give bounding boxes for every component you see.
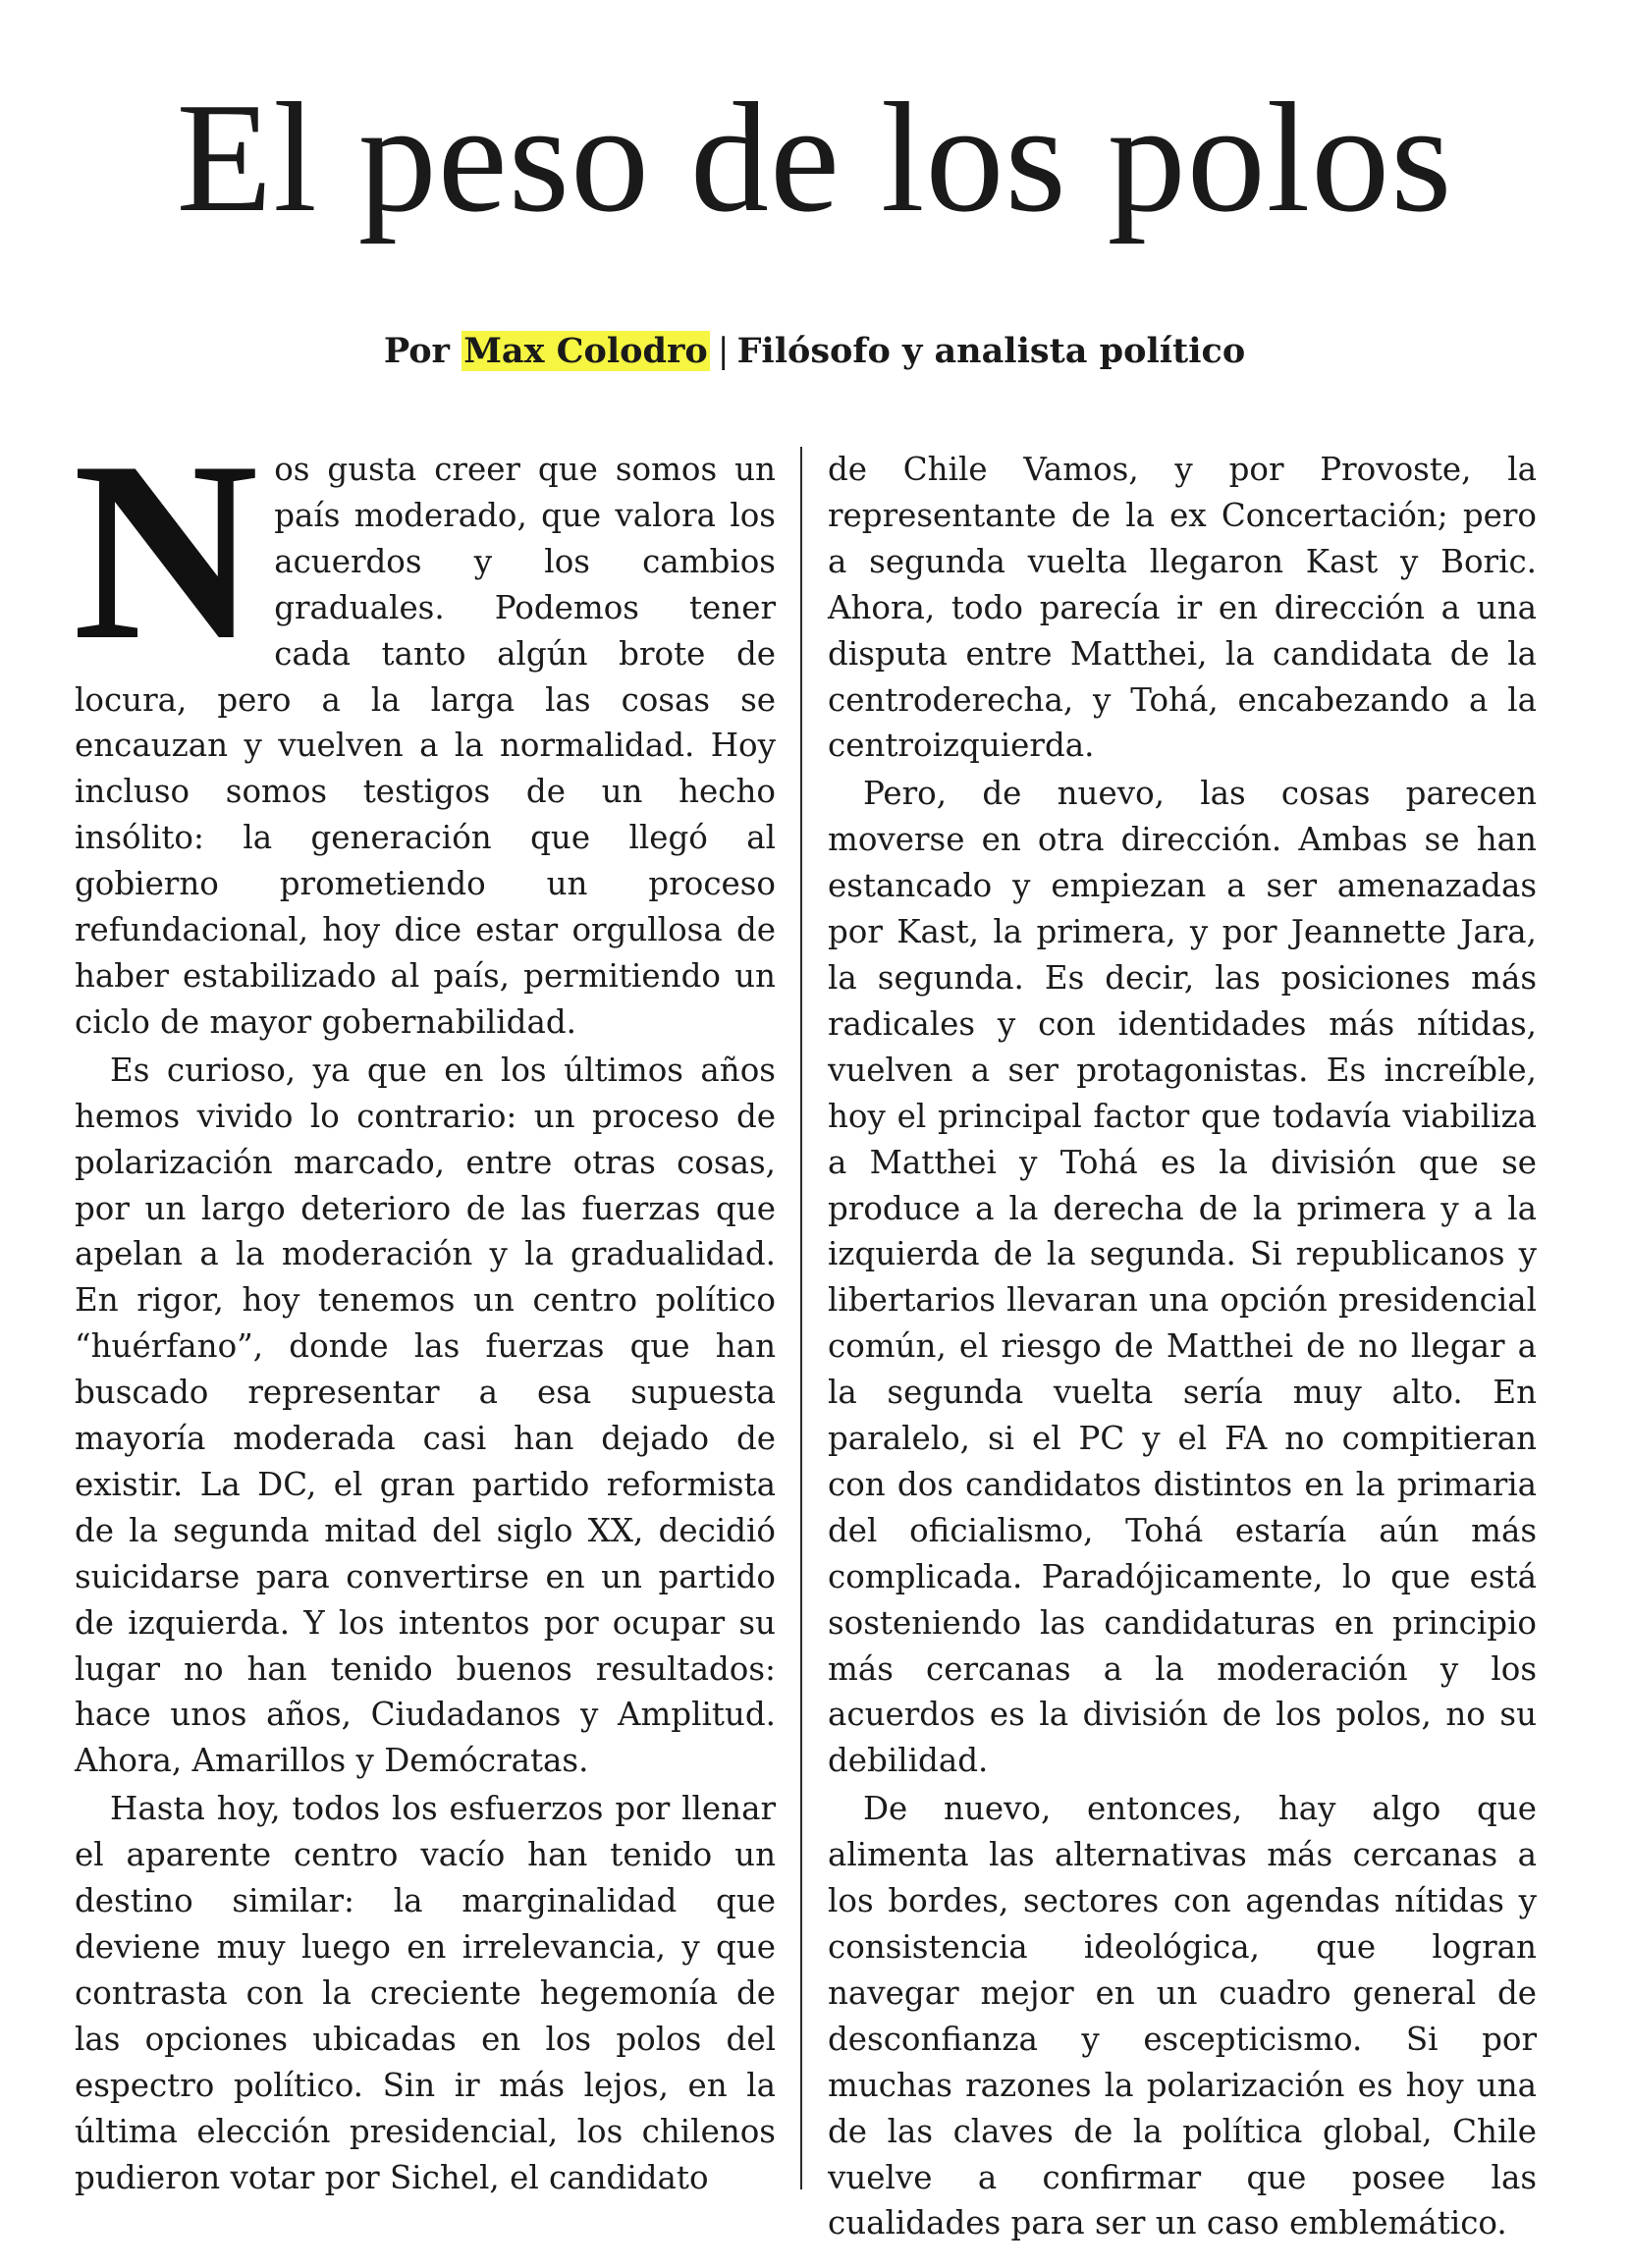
byline <box>0 324 1629 379</box>
article-column-left <box>73 408 776 2202</box>
column-divider <box>800 447 802 2189</box>
byline-author: Max Colodro <box>463 331 708 371</box>
article-paragraph-1 <box>73 408 776 1046</box>
headline: El peso de los polos <box>176 70 1453 244</box>
drop-cap: N <box>73 408 259 693</box>
article-paragraph-4: Pero, de nuevo, las cosas parecen moverse en otra dirección. Ambas se han estancado y empiezan a ser amenazadas por Kast, la primera, y por Jeannette Jara, la segunda. Es decir, las posiciones más radicales y con identidades más nítidas, vuelven a ser protagonistas. Es increíble, hoy el principal factor que todavía viabiliza a Matthei y Tohá es la división que se produce a la derecha de la primera y a la izquierda de la segunda. Si republicanos y libertarios llevaran una opción presidencial común, el riesgo de Matthei de no llegar a la segunda vuelta sería muy alto. En paralelo, si el PC y el FA no compitieran con dos candidatos distintos en la primaria del oficialismo, Tohá estaría aún más complicada. Paradójicamente, lo que está sosteniendo las candidaturas en principio más cercanas a la moderación y los acuerdos es la división de los polos, no su debilidad. <box>828 775 1537 1780</box>
article-paragraph-3-continued: de Chile Vamos, y por Provoste, la representante de la ex Concertación; pero a segunda vuelta llegaron Kast y Boric. Ahora, todo parecía ir en dirección a una disputa entre Matthei, la candidata de la centroderecha, y Tohá, encabezando a la centroizquierda. <box>828 451 1537 765</box>
article-paragraph-2: Es curioso, ya que en los últimos años hemos vivido lo contrario: un proceso de polarización marcado, entre otras cosas, por un largo deterioro de las fuerzas que apelan a la moderación y la gradualidad. En rigor, hoy tenemos un centro político “huérfano”, donde las fuerzas que han buscado representar a esa supuesta mayoría moderada casi han dejado de existir. La DC, el gran partido reformista de la segunda mitad del siglo XX, decidió suicidarse para convertirse en un partido de izquierda. Y los intentos por ocupar su lugar no han tenido buenos resultados: hace unos años, Ciudadanos y Amplitud. Ahora, Amarillos y Demócratas. <box>75 1051 776 1780</box>
byline-role: Filósofo y analista político <box>736 331 1246 371</box>
byline-prefix: Por <box>383 331 450 371</box>
byline-separator: | <box>717 332 730 371</box>
article-column-right <box>828 447 1537 2248</box>
paragraph-1-text: os gusta creer que somos un país moderado, que valora los acuerdos y los cambios graduales. Podemos tener cada tanto algún brote de locura, pero a la larga las cosas se encauzan y vuelven a la normalidad. Hoy incluso somos testigos de un hecho insólito: la generación que llegó al gobierno prometiendo un proceso refundacional, hoy dice estar orgullosa de haber estabilizado al país, permitiendo un ciclo de mayor gobernabilidad. <box>75 451 776 1041</box>
article-paragraph-3: Hasta hoy, todos los esfuerzos por llenar el aparente centro vacío han tenido un destino similar: la marginalidad que deviene muy luego en irrelevancia, y que contrasta con la creciente hegemonía de las opciones ubicadas en los polos del espectro político. Sin ir más lejos, en la última elección presidencial, los chilenos pudieron votar por Sichel, el candidato <box>75 1790 776 2196</box>
article-paragraph-5: De nuevo, entonces, hay algo que alimenta las alternativas más cercanas a los bordes, sectores con agendas nítidas y consistencia ideológica, que logran navegar mejor en un cuadro general de desconfianza y escepticismo. Si por muchas razones la polarización es hoy una de las claves de la política global, Chile vuelve a confirmar que posee las cualidades para ser un caso emblemático. <box>828 1790 1537 2242</box>
